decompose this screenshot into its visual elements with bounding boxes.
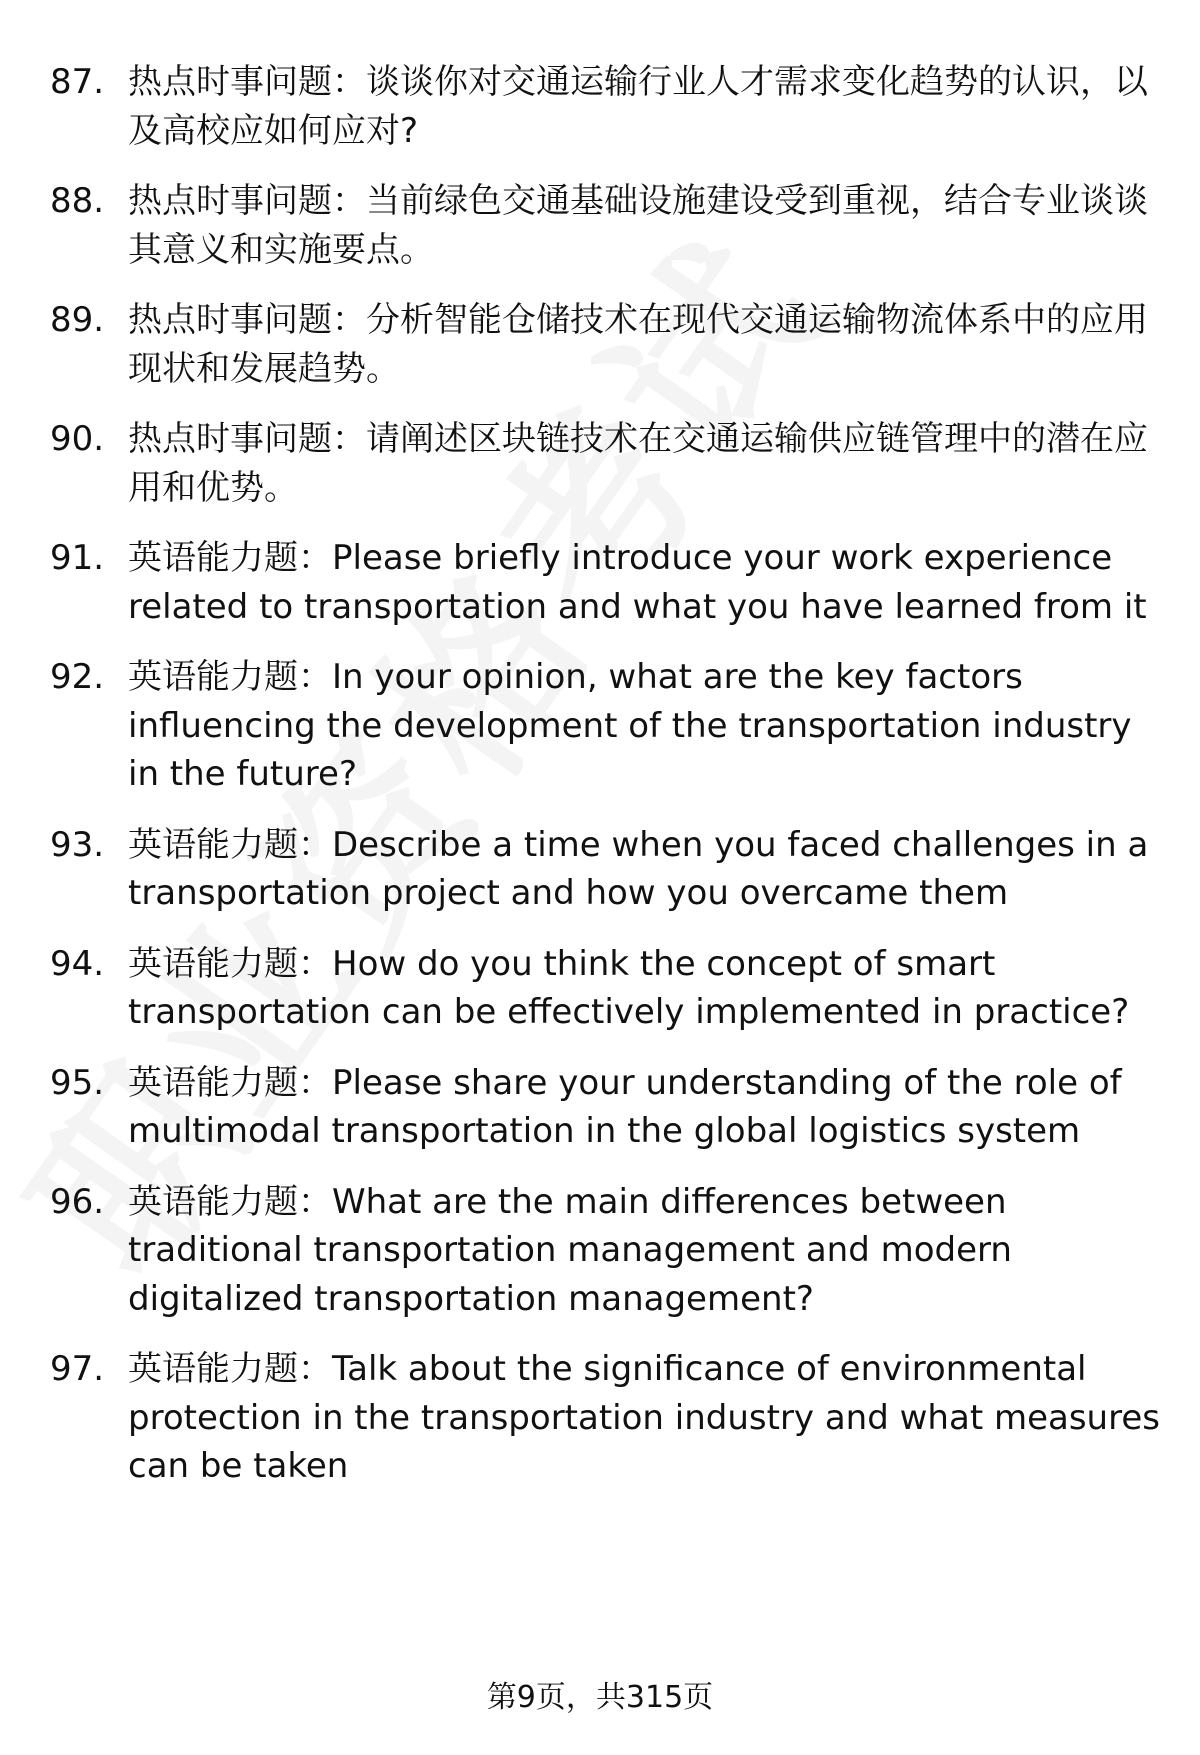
question-number: 96.: [50, 1181, 105, 1222]
question-item: [50, 415, 1160, 512]
question-text: 热点时事问题：请阐述区块链技术在交通运输供应链管理中的潜在应用和优势。: [128, 419, 1148, 508]
question-item: [50, 1178, 1160, 1324]
question-item: [50, 296, 1160, 393]
question-text: 英语能力题：Describe a time when you faced challenges in a transportation project and how you overcame them: [128, 824, 1149, 913]
question-text: 英语能力题：How do you think the concept of smart transportation can be effectively implemented in practice?: [128, 943, 1130, 1032]
question-list: [50, 58, 1160, 1513]
question-text: 热点时事问题：谈谈你对交通运输行业人才需求变化趋势的认识，以及高校应如何应对?: [128, 62, 1148, 151]
question-item: [50, 534, 1160, 631]
question-item: [50, 821, 1160, 918]
question-number: 94.: [50, 943, 105, 984]
question-item: [50, 1059, 1160, 1156]
question-item: [50, 177, 1160, 274]
question-text: 英语能力题：Please share your understanding of the role of multimodal transportation in the global logistics system: [128, 1062, 1122, 1151]
question-text: 热点时事问题：分析智能仓储技术在现代交通运输物流体系中的应用现状和发展趋势。: [128, 300, 1148, 389]
question-item: [50, 1345, 1160, 1491]
question-item: [50, 58, 1160, 155]
question-item: [50, 940, 1160, 1037]
question-text: 英语能力题：What are the main differences between traditional transportation management and modern digitalized transportation management?: [128, 1181, 1012, 1319]
question-number: 97.: [50, 1349, 105, 1389]
question-number: 87.: [50, 62, 105, 102]
question-item: [50, 653, 1160, 799]
question-number: 90.: [50, 419, 105, 459]
question-text: 英语能力题：Please briefly introduce your work experience related to transportation and what you have learned from it: [128, 538, 1147, 627]
question-number: 91.: [50, 538, 105, 578]
question-number: 88.: [50, 181, 105, 221]
question-text: 英语能力题：Talk about the significance of environmental protection in the transportation industry and what measures can be taken: [128, 1349, 1160, 1486]
question-number: 89.: [50, 300, 105, 340]
question-number: 92.: [50, 657, 105, 697]
question-number: 95.: [50, 1062, 105, 1103]
question-text: 英语能力题：In your opinion, what are the key factors influencing the development of the transportation industry in the future?: [128, 657, 1132, 794]
page-footer: 第9页，共315页: [486, 1680, 714, 1715]
question-text: 热点时事问题：当前绿色交通基础设施建设受到重视，结合专业谈谈其意义和实施要点。: [128, 181, 1148, 270]
question-number: 93.: [50, 824, 105, 865]
